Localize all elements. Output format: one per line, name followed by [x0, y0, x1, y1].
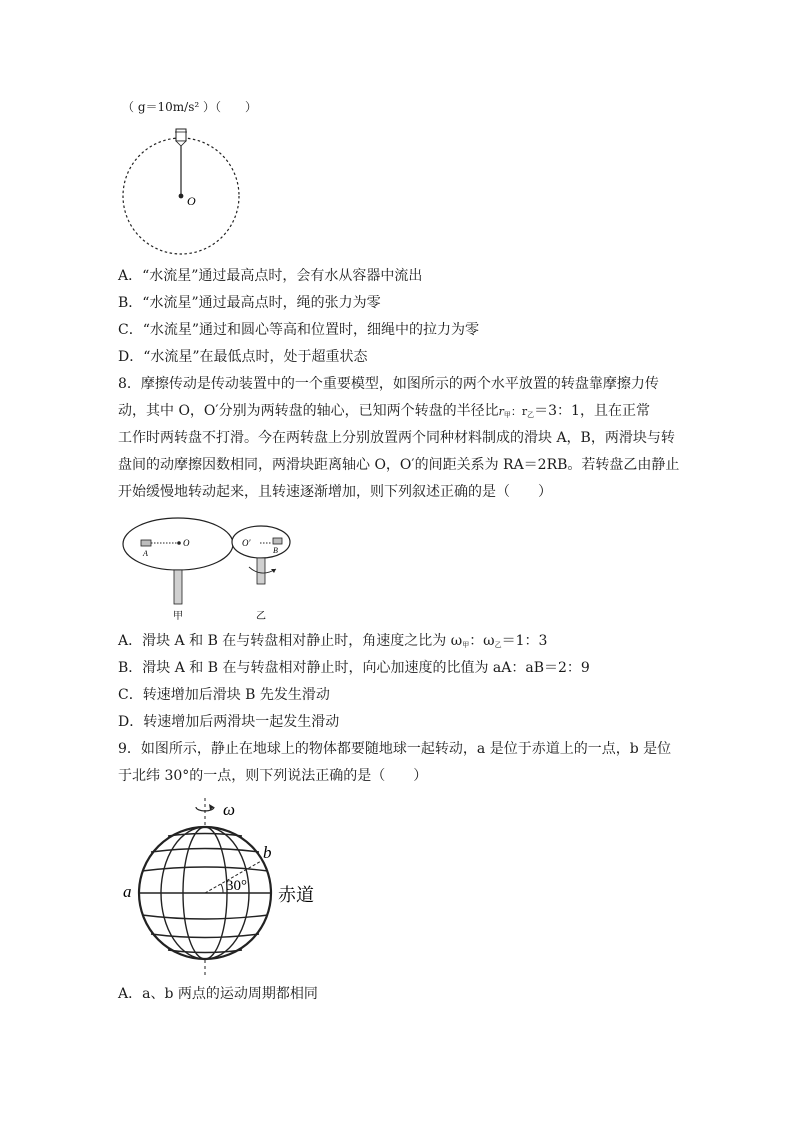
label-A: A — [143, 549, 148, 558]
block-A — [141, 540, 151, 546]
q8-option-b: B．滑块 A 和 B 在与转盘相对静止时，向心加速度的比值为 aA：aB＝2：9 — [118, 660, 590, 676]
label-O: O — [183, 538, 190, 548]
q8-figure — [118, 512, 318, 627]
q9-stem-line2: 于北纬 30°的一点，则下列说法正确的是（ ） — [118, 768, 428, 784]
q7-option-a: A．“水流星”通过最高点时，会有水从容器中流出 — [118, 268, 423, 284]
center-label: O — [187, 194, 196, 208]
center-point — [179, 194, 184, 199]
container-bottom — [176, 141, 186, 146]
label-omega: ω — [223, 800, 236, 819]
label-equator: 赤道 — [278, 885, 314, 905]
q7-condition: （ g＝10m/s² ）（ ） — [122, 100, 257, 114]
q8-stem-line5: 开始缓慢地转动起来，且转速逐渐增加，则下列叙述正确的是（ ） — [118, 484, 552, 500]
label-angle: 30° — [226, 878, 247, 894]
label-yi: 乙 — [256, 611, 266, 622]
label-B: B — [273, 546, 278, 555]
q7-figure — [118, 120, 248, 260]
q9-figure — [118, 793, 328, 978]
q7-option-c: C．“水流星”通过和圆心等高和位置时，细绳中的拉力为零 — [118, 322, 480, 338]
shaft-jia — [174, 570, 182, 604]
q7-option-d: D．“水流星”在最低点时，处于超重状态 — [118, 349, 368, 365]
q8-option-d: D．转速增加后两滑块一起发生滑动 — [118, 714, 340, 730]
q8-option-a: A．滑块 A 和 B 在与转盘相对静止时，角速度之比为 $\omega_甲$：$\omega_乙=1$：3 — [118, 633, 548, 649]
label-b: b — [263, 843, 272, 862]
q7-option-b: B．“水流星”通过最高点时，绳的张力为零 — [118, 295, 381, 311]
q8-stem-line1: 8．摩擦传动是传动装置中的一个重要模型，如图所示的两个水平放置的转盘靠摩擦力传 — [118, 376, 659, 392]
center-O — [177, 541, 181, 545]
q8-stem-line4: 盘间的动摩擦因数相同，两滑块距离轴心 O，O′的间距关系为 RA＝2RB。若转盘乙由静止 — [118, 457, 680, 473]
q9-stem-line1: 9．如图所示，静止在地球上的物体都要随地球一起转动，a 是位于赤道上的一点，b 是位 — [118, 741, 672, 757]
water-container-icon — [176, 129, 186, 141]
block-B — [273, 538, 282, 544]
q9-option-a: A．a、b 两点的运动周期都相同 — [118, 986, 318, 1002]
label-jia: 甲 — [173, 611, 183, 622]
q8-option-c: C．转速增加后滑块 B 先发生滑动 — [118, 687, 330, 703]
q8-stem-line3: 工作时两转盘不打滑。今在两转盘上分别放置两个同种材料制成的滑块 A，B，两滑块与转 — [118, 430, 675, 446]
label-a: a — [123, 882, 132, 901]
shaft-yi — [257, 558, 265, 584]
label-O-prime: O′ — [242, 538, 251, 548]
q8-stem-line2: 动，其中 O，O′分别为两转盘的轴心，已知两个转盘的半径比$r_甲$：$r_乙=3$：1，且在正常 — [118, 403, 650, 419]
